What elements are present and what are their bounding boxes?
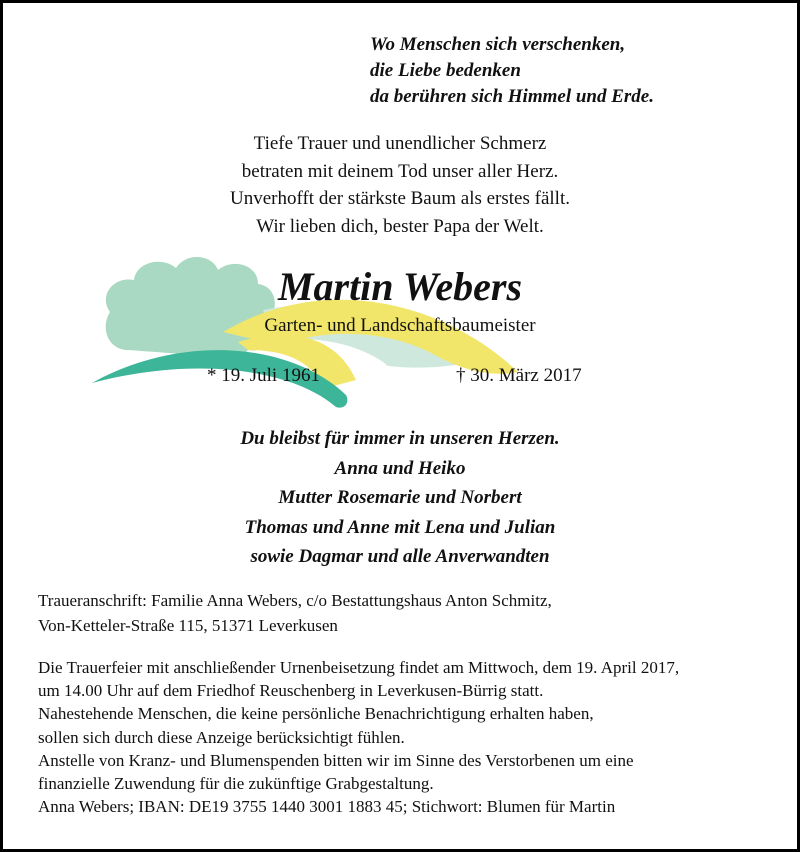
- mourners-line: Thomas und Anne mit Lena und Julian: [244, 516, 556, 538]
- poem-line: Unverhofft der stärkste Baum als erstes fällt.: [230, 188, 570, 209]
- motto-line: die Liebe bedenken: [370, 60, 521, 81]
- deceased-name: Martin Webers: [277, 264, 523, 309]
- mourners-line: Du bleibst für immer in unseren Herzen.: [240, 428, 560, 449]
- address-line: Traueranschrift: Familie Anna Webers, c/o Bestattungshaus Anton Schmitz,: [38, 591, 552, 610]
- deceased-profession: Garten- und Landschaftsbaumeister: [264, 315, 536, 336]
- details-line: finanzielle Zuwendung für die zukünftige Grabgestaltung.: [38, 774, 434, 794]
- mourners-list: [100, 424, 700, 572]
- motto-line: da berühren sich Himmel und Erde.: [370, 86, 654, 107]
- details-line: Anna Webers; IBAN: DE19 3755 1440 3001 1883 45; Stichwort: Blumen für Martin: [38, 797, 616, 817]
- poem: [150, 130, 650, 240]
- motto-line: Wo Menschen sich verschenken,: [370, 34, 626, 55]
- poem-line: Tiefe Trauer und unendlicher Schmerz: [253, 133, 547, 154]
- address-line: Von-Ketteler-Straße 115, 51371 Leverkusen: [38, 616, 338, 635]
- mourners-line: sowie Dagmar und alle Anverwandten: [250, 546, 550, 567]
- birth-date: * 19. Juli 1961: [207, 365, 320, 386]
- death-date: † 30. März 2017: [456, 365, 582, 386]
- motto-quote: [370, 32, 654, 110]
- details-line: um 14.00 Uhr auf dem Friedhof Reuschenberg in Leverkusen-Bürrig statt.: [38, 681, 544, 701]
- poem-line: Wir lieben dich, bester Papa der Welt.: [256, 215, 544, 237]
- mourning-address: [38, 588, 552, 638]
- details-line: Die Trauerfeier mit anschließender Urnenbeisetzung findet am Mittwoch, dem 19. April 2017,: [38, 658, 680, 677]
- mourners-line: Anna und Heiko: [334, 457, 466, 479]
- funeral-details: [38, 656, 679, 818]
- poem-line: betraten mit deinem Tod unser aller Herz.: [241, 160, 559, 182]
- details-line: Nahestehende Menschen, die keine persönliche Benachrichtigung erhalten haben,: [38, 704, 594, 724]
- details-line: sollen sich durch diese Anzeige berücksichtigt fühlen.: [38, 727, 405, 747]
- details-line: Anstelle von Kranz- und Blumenspenden bitten wir im Sinne des Verstorbenen um eine: [38, 750, 634, 770]
- mourners-line: Mutter Rosemarie und Norbert: [278, 487, 522, 508]
